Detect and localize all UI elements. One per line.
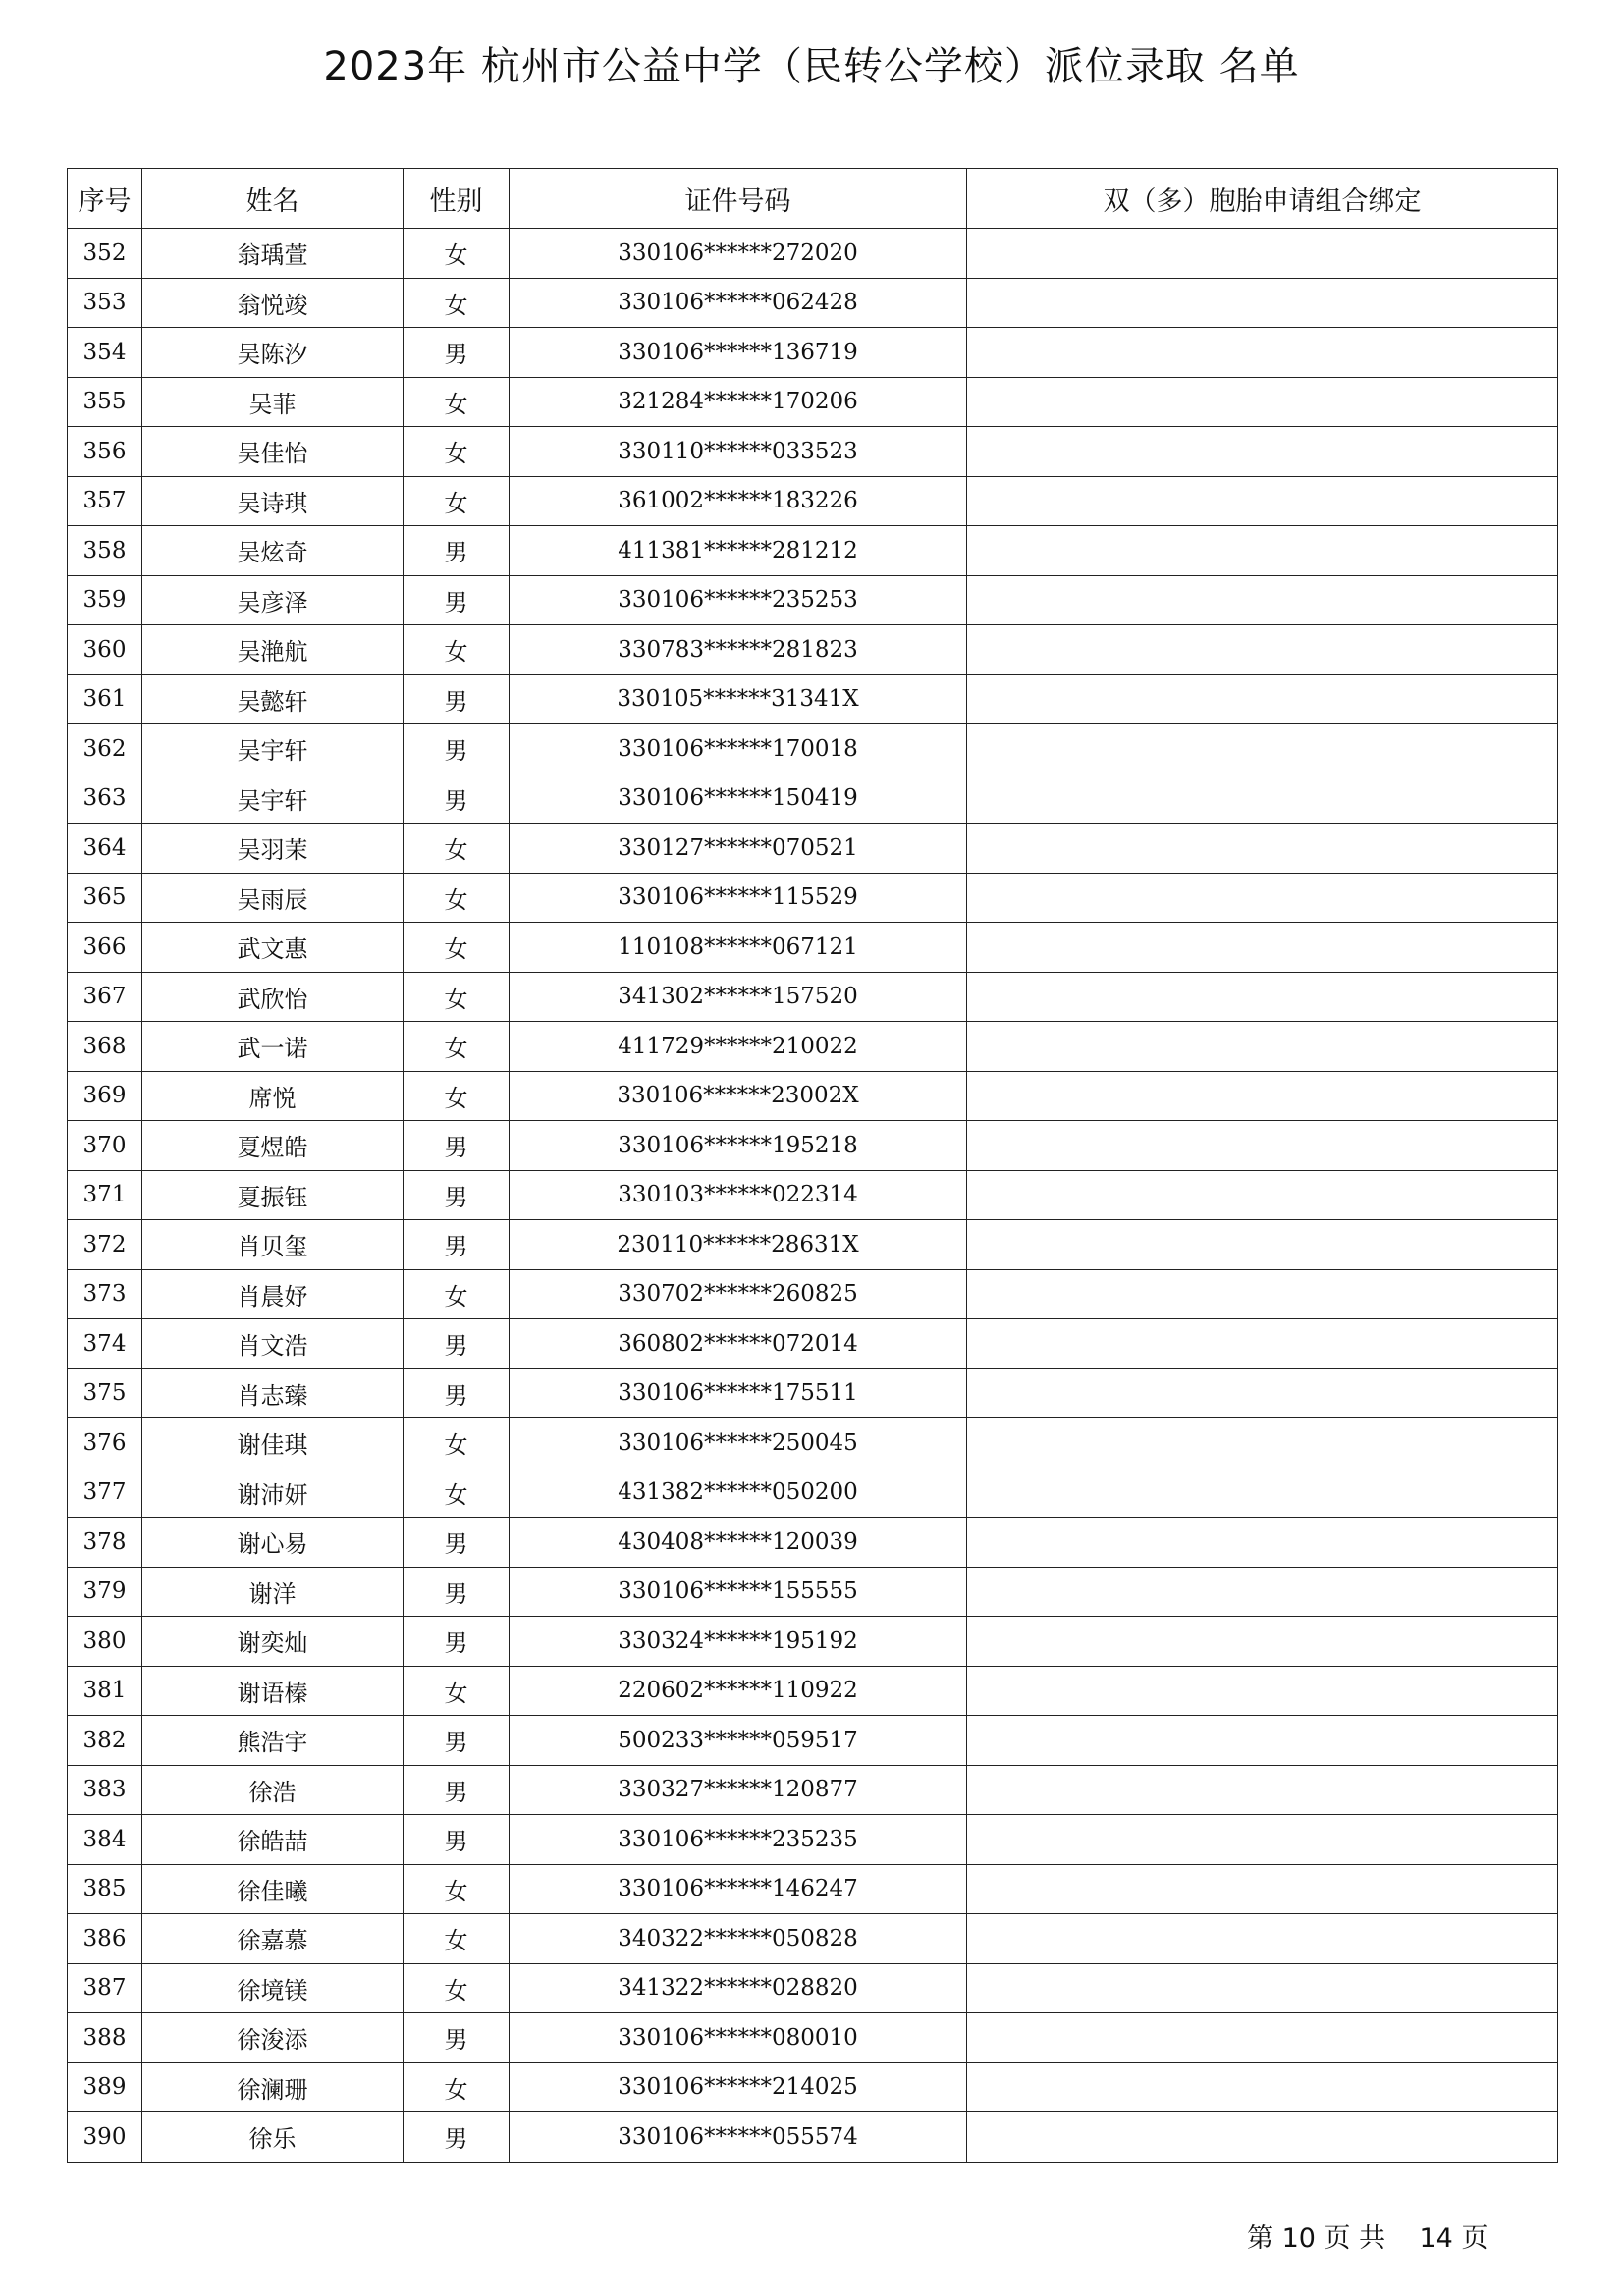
cell-seq: 357 xyxy=(68,476,142,526)
cell-twin-binding xyxy=(967,229,1558,279)
table-row xyxy=(68,1468,1558,1518)
table-row xyxy=(68,674,1558,724)
cell-gender: 女 xyxy=(404,1468,510,1518)
cell-id-number: 330106******250045 xyxy=(510,1418,967,1468)
table-row xyxy=(68,774,1558,824)
cell-gender: 男 xyxy=(404,2112,510,2163)
cell-name: 谢奕灿 xyxy=(142,1617,404,1667)
cell-seq: 382 xyxy=(68,1716,142,1766)
cell-id-number: 330106******146247 xyxy=(510,1864,967,1914)
page-footer xyxy=(1247,2216,1488,2255)
cell-gender: 女 xyxy=(404,1864,510,1914)
cell-gender: 女 xyxy=(404,625,510,675)
table-row xyxy=(68,1368,1558,1418)
cell-seq: 368 xyxy=(68,1022,142,1072)
cell-id-number: 330106******214025 xyxy=(510,2062,967,2112)
cell-id-number: 330702******260825 xyxy=(510,1269,967,1319)
admission-table xyxy=(67,168,1558,2163)
table-row xyxy=(68,1716,1558,1766)
cell-name: 吴宇轩 xyxy=(142,774,404,824)
cell-name: 徐澜珊 xyxy=(142,2062,404,2112)
cell-seq: 361 xyxy=(68,674,142,724)
cell-seq: 363 xyxy=(68,774,142,824)
cell-name: 席悦 xyxy=(142,1071,404,1121)
footer-suffix: 页 xyxy=(1461,2223,1488,2254)
cell-id-number: 330110******033523 xyxy=(510,427,967,477)
cell-seq: 375 xyxy=(68,1368,142,1418)
cell-twin-binding xyxy=(967,1368,1558,1418)
cell-name: 谢佳琪 xyxy=(142,1418,404,1468)
table-row xyxy=(68,1518,1558,1568)
footer-total-pages: 14 xyxy=(1419,2223,1453,2254)
cell-twin-binding xyxy=(967,1815,1558,1865)
table-row xyxy=(68,1022,1558,1072)
cell-name: 肖文浩 xyxy=(142,1319,404,1369)
cell-seq: 389 xyxy=(68,2062,142,2112)
table-row xyxy=(68,2062,1558,2112)
cell-seq: 388 xyxy=(68,2013,142,2063)
cell-name: 夏振钰 xyxy=(142,1170,404,1220)
table-row xyxy=(68,1220,1558,1270)
table-row xyxy=(68,972,1558,1022)
cell-id-number: 330324******195192 xyxy=(510,1617,967,1667)
cell-id-number: 330106******170018 xyxy=(510,724,967,774)
cell-id-number: 330106******062428 xyxy=(510,278,967,328)
cell-id-number: 330106******272020 xyxy=(510,229,967,279)
cell-seq: 367 xyxy=(68,972,142,1022)
cell-id-number: 360802******072014 xyxy=(510,1319,967,1369)
cell-twin-binding xyxy=(967,972,1558,1022)
cell-name: 肖晨妤 xyxy=(142,1269,404,1319)
cell-gender: 男 xyxy=(404,1121,510,1171)
cell-seq: 365 xyxy=(68,873,142,923)
cell-name: 徐境镁 xyxy=(142,1963,404,2013)
cell-id-number: 330106******115529 xyxy=(510,873,967,923)
cell-name: 徐嘉慕 xyxy=(142,1914,404,1964)
cell-name: 吴佳怡 xyxy=(142,427,404,477)
cell-name: 肖贝玺 xyxy=(142,1220,404,1270)
cell-gender: 女 xyxy=(404,824,510,874)
cell-id-number: 330327******120877 xyxy=(510,1765,967,1815)
cell-gender: 女 xyxy=(404,972,510,1022)
cell-name: 吴懿轩 xyxy=(142,674,404,724)
header-gender: 性别 xyxy=(404,169,510,229)
cell-id-number: 431382******050200 xyxy=(510,1468,967,1518)
cell-seq: 370 xyxy=(68,1121,142,1171)
cell-id-number: 330783******281823 xyxy=(510,625,967,675)
cell-name: 徐浚添 xyxy=(142,2013,404,2063)
table-row xyxy=(68,1269,1558,1319)
table-row xyxy=(68,1666,1558,1716)
table-row xyxy=(68,427,1558,477)
cell-seq: 355 xyxy=(68,377,142,427)
cell-twin-binding xyxy=(967,625,1558,675)
cell-twin-binding xyxy=(967,1716,1558,1766)
cell-twin-binding xyxy=(967,873,1558,923)
cell-gender: 男 xyxy=(404,1567,510,1617)
cell-twin-binding xyxy=(967,2112,1558,2163)
cell-seq: 378 xyxy=(68,1518,142,1568)
footer-prefix: 第 xyxy=(1247,2223,1273,2254)
cell-seq: 384 xyxy=(68,1815,142,1865)
cell-name: 徐皓喆 xyxy=(142,1815,404,1865)
cell-seq: 377 xyxy=(68,1468,142,1518)
cell-gender: 男 xyxy=(404,1815,510,1865)
cell-name: 夏煜皓 xyxy=(142,1121,404,1171)
cell-seq: 390 xyxy=(68,2112,142,2163)
cell-twin-binding xyxy=(967,575,1558,625)
cell-id-number: 330106******136719 xyxy=(510,328,967,378)
cell-seq: 353 xyxy=(68,278,142,328)
cell-gender: 女 xyxy=(404,2062,510,2112)
table-row xyxy=(68,1170,1558,1220)
table-row xyxy=(68,377,1558,427)
cell-twin-binding xyxy=(967,1418,1558,1468)
cell-id-number: 330127******070521 xyxy=(510,824,967,874)
cell-seq: 358 xyxy=(68,526,142,576)
cell-name: 吴菲 xyxy=(142,377,404,427)
cell-name: 武文惠 xyxy=(142,923,404,973)
cell-seq: 383 xyxy=(68,1765,142,1815)
cell-name: 武一诺 xyxy=(142,1022,404,1072)
cell-gender: 女 xyxy=(404,873,510,923)
cell-gender: 男 xyxy=(404,1368,510,1418)
cell-twin-binding xyxy=(967,1617,1558,1667)
cell-seq: 362 xyxy=(68,724,142,774)
cell-id-number: 330103******022314 xyxy=(510,1170,967,1220)
cell-seq: 364 xyxy=(68,824,142,874)
cell-gender: 男 xyxy=(404,1518,510,1568)
cell-seq: 385 xyxy=(68,1864,142,1914)
cell-name: 翁瑀萱 xyxy=(142,229,404,279)
table-row xyxy=(68,328,1558,378)
cell-name: 武欣怡 xyxy=(142,972,404,1022)
cell-seq: 374 xyxy=(68,1319,142,1369)
cell-seq: 354 xyxy=(68,328,142,378)
cell-twin-binding xyxy=(967,923,1558,973)
cell-name: 谢沛妍 xyxy=(142,1468,404,1518)
cell-twin-binding xyxy=(967,1518,1558,1568)
cell-gender: 男 xyxy=(404,1765,510,1815)
table-row xyxy=(68,1765,1558,1815)
cell-twin-binding xyxy=(967,1567,1558,1617)
cell-name: 徐浩 xyxy=(142,1765,404,1815)
cell-gender: 男 xyxy=(404,328,510,378)
cell-name: 吴诗琪 xyxy=(142,476,404,526)
cell-id-number: 361002******183226 xyxy=(510,476,967,526)
cell-gender: 男 xyxy=(404,2013,510,2063)
cell-twin-binding xyxy=(967,2062,1558,2112)
table-row xyxy=(68,923,1558,973)
cell-seq: 356 xyxy=(68,427,142,477)
cell-twin-binding xyxy=(967,1071,1558,1121)
cell-twin-binding xyxy=(967,1963,1558,2013)
cell-twin-binding xyxy=(967,1765,1558,1815)
table-row xyxy=(68,229,1558,279)
cell-name: 吴陈汐 xyxy=(142,328,404,378)
cell-twin-binding xyxy=(967,1864,1558,1914)
table-row xyxy=(68,1864,1558,1914)
cell-twin-binding xyxy=(967,674,1558,724)
cell-name: 徐佳曦 xyxy=(142,1864,404,1914)
cell-seq: 359 xyxy=(68,575,142,625)
cell-gender: 女 xyxy=(404,476,510,526)
cell-id-number: 110108******067121 xyxy=(510,923,967,973)
cell-twin-binding xyxy=(967,1220,1558,1270)
cell-gender: 男 xyxy=(404,674,510,724)
table-row xyxy=(68,526,1558,576)
cell-name: 吴羽茉 xyxy=(142,824,404,874)
cell-gender: 男 xyxy=(404,1319,510,1369)
cell-name: 翁悦竣 xyxy=(142,278,404,328)
cell-gender: 女 xyxy=(404,1022,510,1072)
cell-id-number: 330106******23002X xyxy=(510,1071,967,1121)
cell-gender: 女 xyxy=(404,377,510,427)
cell-name: 吴雨辰 xyxy=(142,873,404,923)
cell-gender: 女 xyxy=(404,229,510,279)
cell-name: 徐乐 xyxy=(142,2112,404,2163)
cell-twin-binding xyxy=(967,1468,1558,1518)
cell-twin-binding xyxy=(967,1170,1558,1220)
cell-gender: 男 xyxy=(404,1716,510,1766)
cell-name: 吴宇轩 xyxy=(142,724,404,774)
cell-twin-binding xyxy=(967,377,1558,427)
cell-seq: 386 xyxy=(68,1914,142,1964)
cell-id-number: 341302******157520 xyxy=(510,972,967,1022)
cell-seq: 387 xyxy=(68,1963,142,2013)
cell-twin-binding xyxy=(967,526,1558,576)
header-twin-binding: 双（多）胞胎申请组合绑定 xyxy=(967,169,1558,229)
table-row xyxy=(68,1815,1558,1865)
cell-gender: 男 xyxy=(404,575,510,625)
cell-gender: 女 xyxy=(404,1418,510,1468)
cell-id-number: 411729******210022 xyxy=(510,1022,967,1072)
cell-seq: 372 xyxy=(68,1220,142,1270)
footer-middle: 页 共 xyxy=(1324,2223,1386,2254)
cell-twin-binding xyxy=(967,1022,1558,1072)
header-name: 姓名 xyxy=(142,169,404,229)
cell-gender: 男 xyxy=(404,724,510,774)
table-row xyxy=(68,1963,1558,2013)
table-row xyxy=(68,1567,1558,1617)
cell-id-number: 430408******120039 xyxy=(510,1518,967,1568)
cell-gender: 女 xyxy=(404,1914,510,1964)
cell-id-number: 230110******28631X xyxy=(510,1220,967,1270)
cell-gender: 男 xyxy=(404,1170,510,1220)
cell-name: 肖志臻 xyxy=(142,1368,404,1418)
table-row xyxy=(68,873,1558,923)
cell-gender: 男 xyxy=(404,526,510,576)
cell-gender: 女 xyxy=(404,1269,510,1319)
cell-id-number: 411381******281212 xyxy=(510,526,967,576)
table-row xyxy=(68,575,1558,625)
page-title: 2023年 杭州市公益中学（民转公学校）派位录取 名单 xyxy=(323,44,1300,89)
table-row xyxy=(68,2112,1558,2163)
cell-gender: 女 xyxy=(404,1666,510,1716)
table-row xyxy=(68,724,1558,774)
table-row xyxy=(68,1617,1558,1667)
cell-id-number: 321284******170206 xyxy=(510,377,967,427)
cell-twin-binding xyxy=(967,1269,1558,1319)
cell-gender: 男 xyxy=(404,1617,510,1667)
cell-twin-binding xyxy=(967,1666,1558,1716)
cell-seq: 352 xyxy=(68,229,142,279)
cell-name: 谢洋 xyxy=(142,1567,404,1617)
cell-twin-binding xyxy=(967,724,1558,774)
cell-twin-binding xyxy=(967,476,1558,526)
table-header-row xyxy=(68,169,1558,229)
cell-seq: 366 xyxy=(68,923,142,973)
cell-gender: 女 xyxy=(404,278,510,328)
cell-id-number: 330106******150419 xyxy=(510,774,967,824)
cell-seq: 369 xyxy=(68,1071,142,1121)
table-row xyxy=(68,824,1558,874)
cell-id-number: 330105******31341X xyxy=(510,674,967,724)
cell-seq: 371 xyxy=(68,1170,142,1220)
cell-id-number: 341322******028820 xyxy=(510,1963,967,2013)
cell-name: 吴炫奇 xyxy=(142,526,404,576)
cell-twin-binding xyxy=(967,278,1558,328)
table-row xyxy=(68,1319,1558,1369)
cell-twin-binding xyxy=(967,1319,1558,1369)
table-row xyxy=(68,1418,1558,1468)
cell-seq: 379 xyxy=(68,1567,142,1617)
cell-name: 熊浩宇 xyxy=(142,1716,404,1766)
cell-twin-binding xyxy=(967,774,1558,824)
cell-name: 吴滟航 xyxy=(142,625,404,675)
header-id: 证件号码 xyxy=(510,169,967,229)
cell-gender: 女 xyxy=(404,427,510,477)
footer-current-page: 10 xyxy=(1281,2223,1316,2254)
table-body xyxy=(68,229,1558,2163)
cell-seq: 373 xyxy=(68,1269,142,1319)
cell-seq: 376 xyxy=(68,1418,142,1468)
cell-id-number: 340322******050828 xyxy=(510,1914,967,1964)
cell-twin-binding xyxy=(967,1121,1558,1171)
table-row xyxy=(68,1071,1558,1121)
cell-id-number: 330106******235253 xyxy=(510,575,967,625)
cell-twin-binding xyxy=(967,328,1558,378)
cell-gender: 女 xyxy=(404,1071,510,1121)
cell-name: 谢语榛 xyxy=(142,1666,404,1716)
cell-gender: 男 xyxy=(404,1220,510,1270)
table-row xyxy=(68,278,1558,328)
cell-gender: 女 xyxy=(404,1963,510,2013)
table-row xyxy=(68,1914,1558,1964)
cell-twin-binding xyxy=(967,2013,1558,2063)
cell-name: 谢心易 xyxy=(142,1518,404,1568)
table-row xyxy=(68,476,1558,526)
cell-id-number: 220602******110922 xyxy=(510,1666,967,1716)
cell-twin-binding xyxy=(967,1914,1558,1964)
cell-seq: 380 xyxy=(68,1617,142,1667)
table-row xyxy=(68,1121,1558,1171)
cell-id-number: 330106******080010 xyxy=(510,2013,967,2063)
cell-twin-binding xyxy=(967,427,1558,477)
cell-gender: 男 xyxy=(404,774,510,824)
cell-id-number: 330106******055574 xyxy=(510,2112,967,2163)
cell-twin-binding xyxy=(967,824,1558,874)
cell-id-number: 330106******195218 xyxy=(510,1121,967,1171)
cell-id-number: 330106******175511 xyxy=(510,1368,967,1418)
cell-id-number: 330106******235235 xyxy=(510,1815,967,1865)
cell-seq: 360 xyxy=(68,625,142,675)
table-row xyxy=(68,2013,1558,2063)
cell-seq: 381 xyxy=(68,1666,142,1716)
cell-id-number: 330106******155555 xyxy=(510,1567,967,1617)
cell-name: 吴彦泽 xyxy=(142,575,404,625)
cell-id-number: 500233******059517 xyxy=(510,1716,967,1766)
cell-gender: 女 xyxy=(404,923,510,973)
table-row xyxy=(68,625,1558,675)
header-seq: 序号 xyxy=(68,169,142,229)
